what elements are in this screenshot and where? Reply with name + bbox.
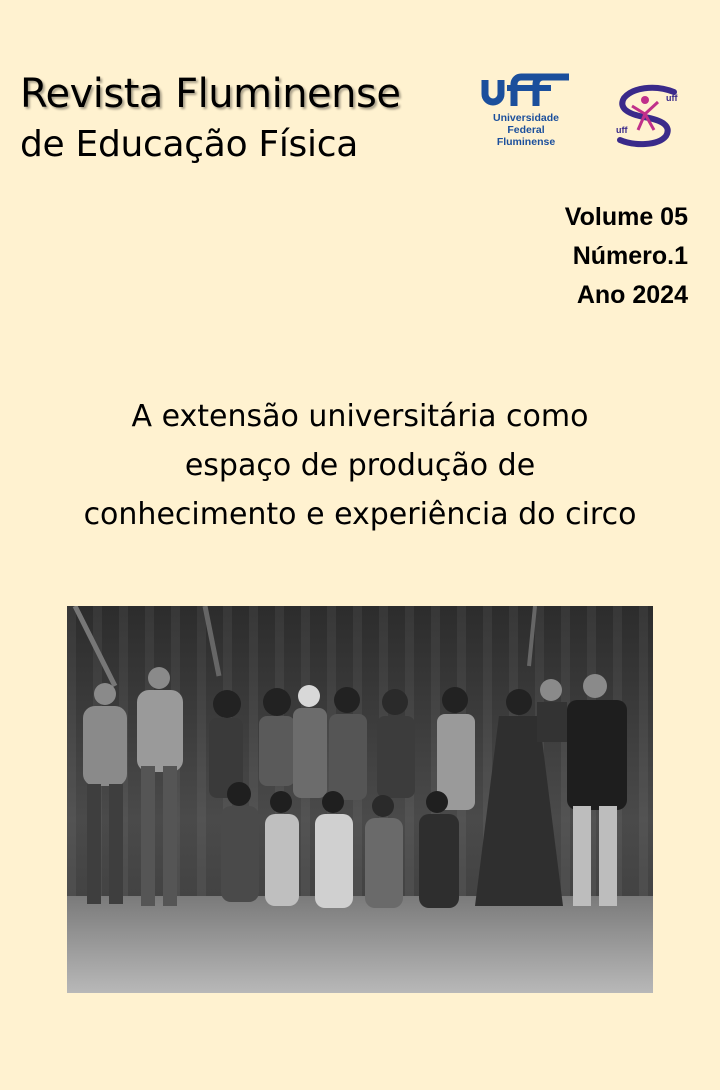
uff-logo-line1: Universidade [493,112,559,124]
article-title-line1: A extensão universitária como [131,399,589,434]
department-logo [614,84,684,150]
uff-university-logo [480,70,572,160]
journal-title-line1: Revista Fluminense [20,71,401,117]
article-title-line2: espaço de produção de [184,448,536,483]
uff-wordmark-icon [481,70,571,110]
issue-number: Número.1 [572,242,688,270]
svg-text:uff: uff [616,125,628,135]
issue-year: Ano 2024 [576,281,688,309]
article-title-line3: conhecimento e experiência do circo [83,497,637,532]
uff-logo-line2: Federal [507,124,545,136]
svg-text:uff: uff [666,93,678,103]
issue-volume: Volume 05 [564,203,688,231]
journal-title-line2: de Educação Física [20,124,358,165]
journal-title [20,68,400,170]
dept-emblem-icon [614,84,684,150]
circus-group-photo [67,606,653,993]
uff-logo-line3: Fluminense [496,136,556,148]
article-title [0,392,720,539]
issue-info [565,198,688,315]
